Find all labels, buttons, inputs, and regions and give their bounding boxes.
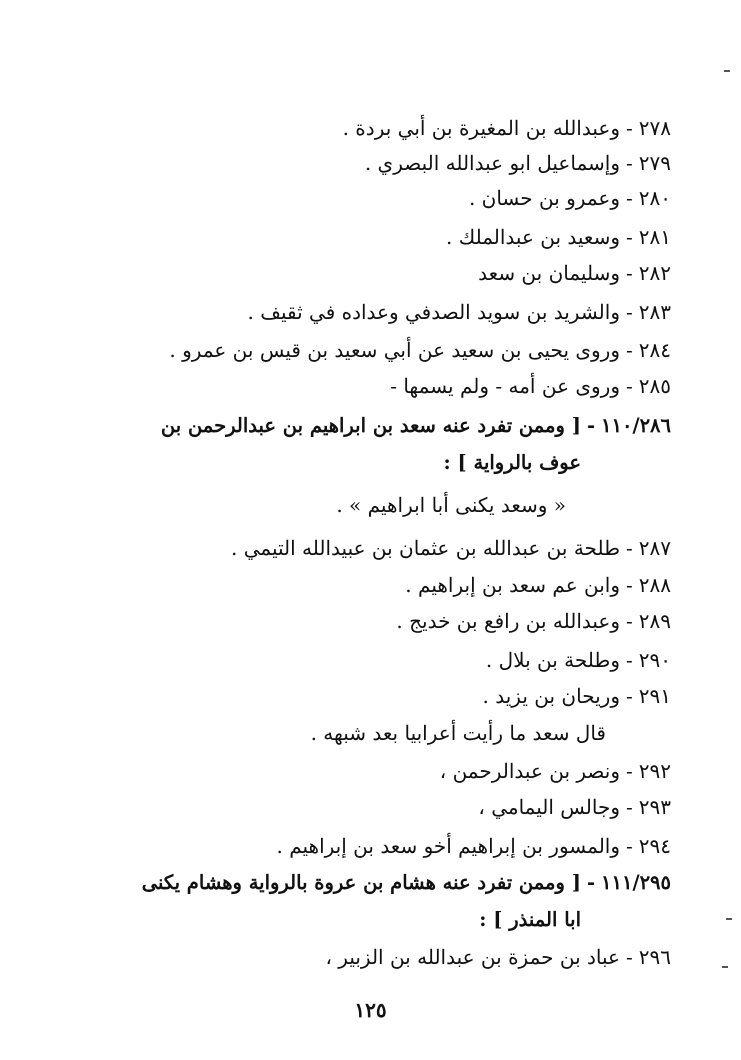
entry-text: طلحة بن عبدالله بن عثمان بن عبيدالله التيمي .: [231, 536, 620, 560]
entry-text: وعمرو بن حسان .: [468, 186, 620, 210]
entry-number: ٢٨٧: [638, 536, 671, 560]
entry-number: ٢٩٣: [638, 795, 671, 819]
entry-text: وروى يحيى بن سعيد عن أبي سعيد بن قيس بن عمرو .: [169, 338, 620, 362]
section-number: ١١١/٢٩٥: [601, 871, 671, 894]
entry-line: ٢٨٧-طلحة بن عبدالله بن عثمان بن عبيدالله التيمي .: [231, 533, 671, 563]
section-heading: ١١١/٢٩٥-[ وممن تفرد عنه هشام بن عروة بالرواية وهشام يكنى: [142, 868, 671, 898]
entry-number: ٢٧٩: [638, 151, 671, 175]
entry-line: ٢٩٢-ونصر بن عبدالرحمن ،: [440, 756, 671, 786]
entry-number: ٢٩٤: [638, 834, 671, 858]
entry-text: وعبدالله بن المغيرة بن أبي بردة .: [342, 116, 620, 140]
section-heading: ١١٠/٢٨٦-[ وممن تفرد عنه سعد بن ابراهيم بن عبدالرحمن بن: [161, 411, 671, 441]
entry-line: ٢٨٣-والشريد بن سويد الصدفي وعداده في ثقيف .: [248, 297, 671, 327]
entry-line: ٢٩٠-وطلحة بن بلال .: [486, 645, 671, 675]
entry-number: ٢٨٣: [638, 300, 671, 324]
section-heading-text: [ وممن تفرد عنه سعد بن ابراهيم بن عبدالرحمن بن: [160, 414, 581, 437]
entry-number: ٢٨٠: [638, 186, 671, 210]
entry-text: وعبدالله بن رافع بن خديج .: [396, 609, 620, 633]
entry-number: ٢٩١: [638, 684, 671, 708]
entry-text: وسعيد بن عبدالملك .: [446, 225, 620, 249]
entry-number: ٢٨٩: [638, 609, 671, 633]
section-note: « وسعد يكنى أبا ابراهيم » .: [336, 493, 566, 517]
entry-text: وابن عم سعد بن إبراهيم .: [405, 573, 620, 597]
entry-line: ٢٩٦-عباد بن حمزة بن عبدالله بن الزبير ،: [325, 942, 671, 972]
entry-number: ٢٧٨: [638, 116, 671, 140]
entry-line: ٢٨٠-وعمرو بن حسان .: [469, 183, 671, 213]
entry-text: وريحان بن يزيد .: [482, 684, 620, 708]
margin-mark: [722, 966, 728, 968]
page-number: ١٢٥: [354, 998, 387, 1022]
entry-number: ٢٨٢: [638, 261, 671, 285]
entry-line: ٢٨٤-وروى يحيى بن سعيد عن أبي سعيد بن قيس بن عمرو .: [169, 335, 671, 365]
entry-line: ٢٨١-وسعيد بن عبدالملك .: [446, 222, 671, 252]
margin-mark: [724, 70, 730, 72]
entry-text: والمسور بن إبراهيم أخو سعد بن إبراهيم .: [276, 834, 620, 858]
entry-number: ٢٩٦: [638, 945, 671, 969]
entry-line: ٢٧٩-وإسماعيل ابو عبدالله البصري .: [365, 148, 671, 178]
entry-line: ٢٩١-وريحان بن يزيد .: [483, 681, 671, 711]
entry-line: ٢٨٢-وسليمان بن سعد: [478, 258, 671, 288]
entry-line: ٢٩٤-والمسور بن إبراهيم أخو سعد بن إبراهيم .: [276, 831, 671, 861]
entry-text: وسليمان بن سعد: [478, 261, 620, 285]
entry-text: وطلحة بن بلال .: [485, 648, 620, 672]
entry-number: ٢٩٢: [638, 759, 671, 783]
entry-line: ٢٨٩-وعبدالله بن رافع بن خديج .: [396, 606, 671, 636]
entry-line: ٢٧٨-وعبدالله بن المغيرة بن أبي بردة .: [343, 113, 671, 143]
entry-text: وجالس اليمامي ،: [478, 795, 620, 819]
entry-number: ٢٨١: [638, 225, 671, 249]
entry-line: ٢٨٨-وابن عم سعد بن إبراهيم .: [405, 570, 671, 600]
margin-mark: [726, 918, 732, 920]
section-heading-continuation: عوف بالرواية ] :: [443, 451, 581, 474]
entry-line: ٢٨٥-وروى عن أمه - ولم يسمها -: [390, 371, 671, 401]
entry-line: ٢٩٣-وجالس اليمامي ،: [478, 792, 671, 822]
entry-number: ٢٩٠: [638, 648, 671, 672]
entry-text: والشريد بن سويد الصدفي وعداده في ثقيف .: [247, 300, 620, 324]
entry-text: عباد بن حمزة بن عبدالله بن الزبير ،: [325, 945, 620, 969]
entry-text: ونصر بن عبدالرحمن ،: [439, 759, 620, 783]
section-heading-text: [ وممن تفرد عنه هشام بن عروة بالرواية وهشام يكنى: [141, 871, 581, 894]
entry-number: ٢٨٤: [638, 338, 671, 362]
quote-line: قال سعد ما رأيت أعرابيا بعد شبهه .: [310, 721, 606, 745]
section-number: ١١٠/٢٨٦: [601, 414, 671, 437]
section-heading-continuation: ابا المنذر ] :: [479, 908, 581, 931]
entry-text: وروى عن أمه - ولم يسمها -: [390, 374, 620, 398]
entry-number: ٢٨٥: [638, 374, 671, 398]
entry-text: وإسماعيل ابو عبدالله البصري .: [364, 151, 620, 175]
entry-number: ٢٨٨: [638, 573, 671, 597]
